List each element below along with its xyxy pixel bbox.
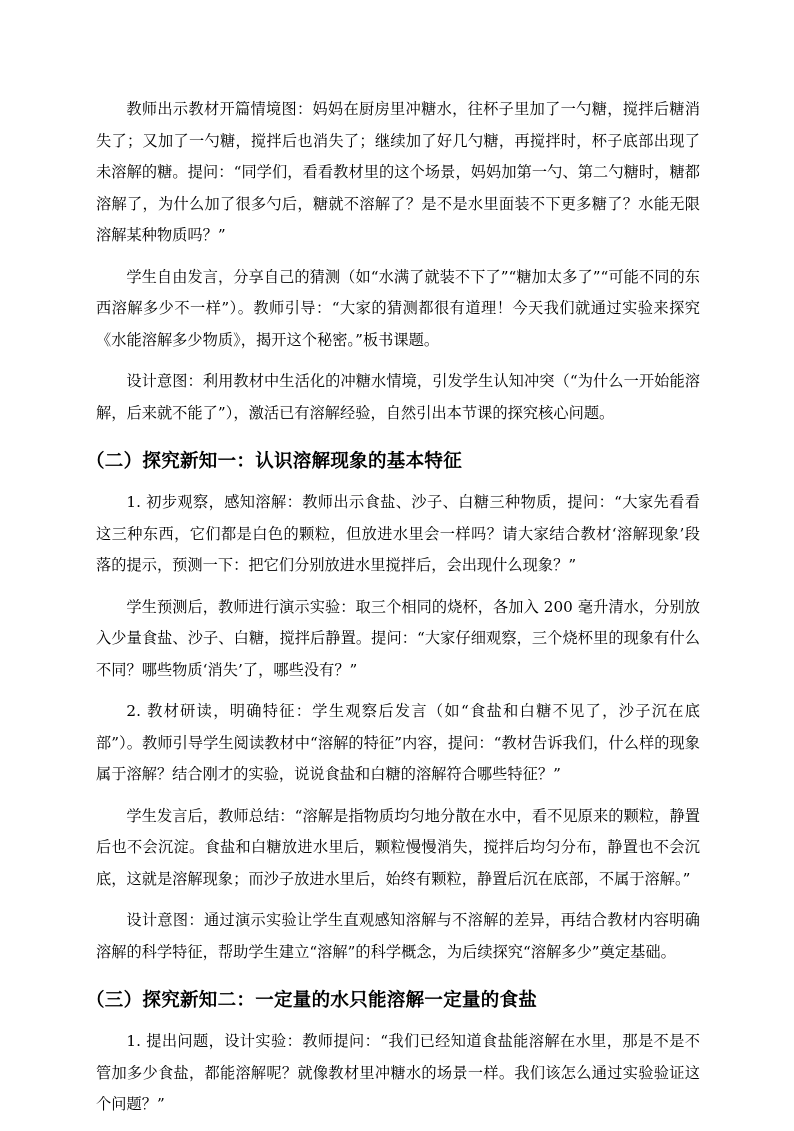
paragraph: 教师出示教材开篇情境图：妈妈在厨房里冲糖水，往杯子里加了一勺糖，搅拌后糖消失了；又加了一勺糖，搅拌后也消失了；继续加了好几勺糖，再搅拌时，杯子底部出现了未溶解的糖。提问：“同学们，看看教材里的这个场景，妈妈加第一勺、第二勺糖时，糖都溶解了，为什么加了很多勺后，糖就不溶解了？是不是水里面装不下更多糖了？水能无限溶解某种物质吗？” bbox=[96, 100, 700, 244]
paragraph: 1. 初步观察，感知溶解：教师出示食盐、沙子、白糖三种物质，提问：“大家先看看这三种东西，它们都是白色的颗粒，但放进水里会一样吗？请大家结合教材‘溶解现象’段落的提示，预测一下：把它们分别放进水里搅拌后，会出现什么现象？” bbox=[96, 493, 700, 574]
paragraph: 2. 教材研读，明确特征：学生观察后发言（如“食盐和白糖不见了，沙子沉在底部”）。教师引导学生阅读教材中“溶解的特征”内容，提问：“教材告诉我们，什么样的现象属于溶解？结合刚才的实验，说说食盐和白糖的溶解符合哪些特征？” bbox=[96, 702, 700, 783]
document-body bbox=[86, 94, 700, 1131]
paragraph: 1. 提出问题，设计实验：教师提问：“我们已经知道食盐能溶解在水里，那是不是不管加多少食盐，都能溶解呢？就像教材里冲糖水的场景一样。我们该怎么通过实验验证这个问题？” bbox=[96, 1032, 700, 1113]
paragraph: 学生发言后，教师总结：“溶解是指物质均匀地分散在水中，看不见原来的颗粒，静置后也不会沉淀。食盐和白糖放进水里后，颗粒慢慢消失，搅拌后均匀分布，静置也不会沉底，这就是溶解现象；而沙子放进水里后，始终有颗粒，静置后沉在底部，不属于溶解。” bbox=[96, 806, 700, 888]
paragraph: 学生自由发言，分享自己的猜测（如“水满了就装不下了”“糖加太多了”“可能不同的东西溶解多少不一样”）。教师引导：“大家的猜测都很有道理！今天我们就通过实验来探究《水能溶解多少物质》，揭开这个秘密。”板书课题。 bbox=[96, 267, 700, 349]
paragraph: 设计意图：通过演示实验让学生直观感知溶解与不溶解的差异，再结合教材内容明确溶解的科学特征，帮助学生建立“溶解”的科学概念，为后续探究“溶解多少”奠定基础。 bbox=[96, 911, 700, 961]
paragraph: 设计意图：利用教材中生活化的冲糖水情境，引发学生认知冲突（“为什么一开始能溶解，后来就不能了”），激活已有溶解经验，自然引出本节课的探究核心问题。 bbox=[96, 372, 700, 422]
section-heading: （三）探究新知二：一定量的水只能溶解一定量的食盐 bbox=[86, 990, 538, 1011]
paragraph: 学生预测后，教师进行演示实验：取三个相同的烧杯，各加入 200 毫升清水，分别放入少量食盐、沙子、白糖，搅拌后静置。提问：“大家仔细观察，三个烧杯里的现象有什么不同？哪些物质‘消失’了，哪些没有？” bbox=[96, 597, 700, 679]
section-heading: （二）探究新知一：认识溶解现象的基本特征 bbox=[86, 451, 463, 472]
